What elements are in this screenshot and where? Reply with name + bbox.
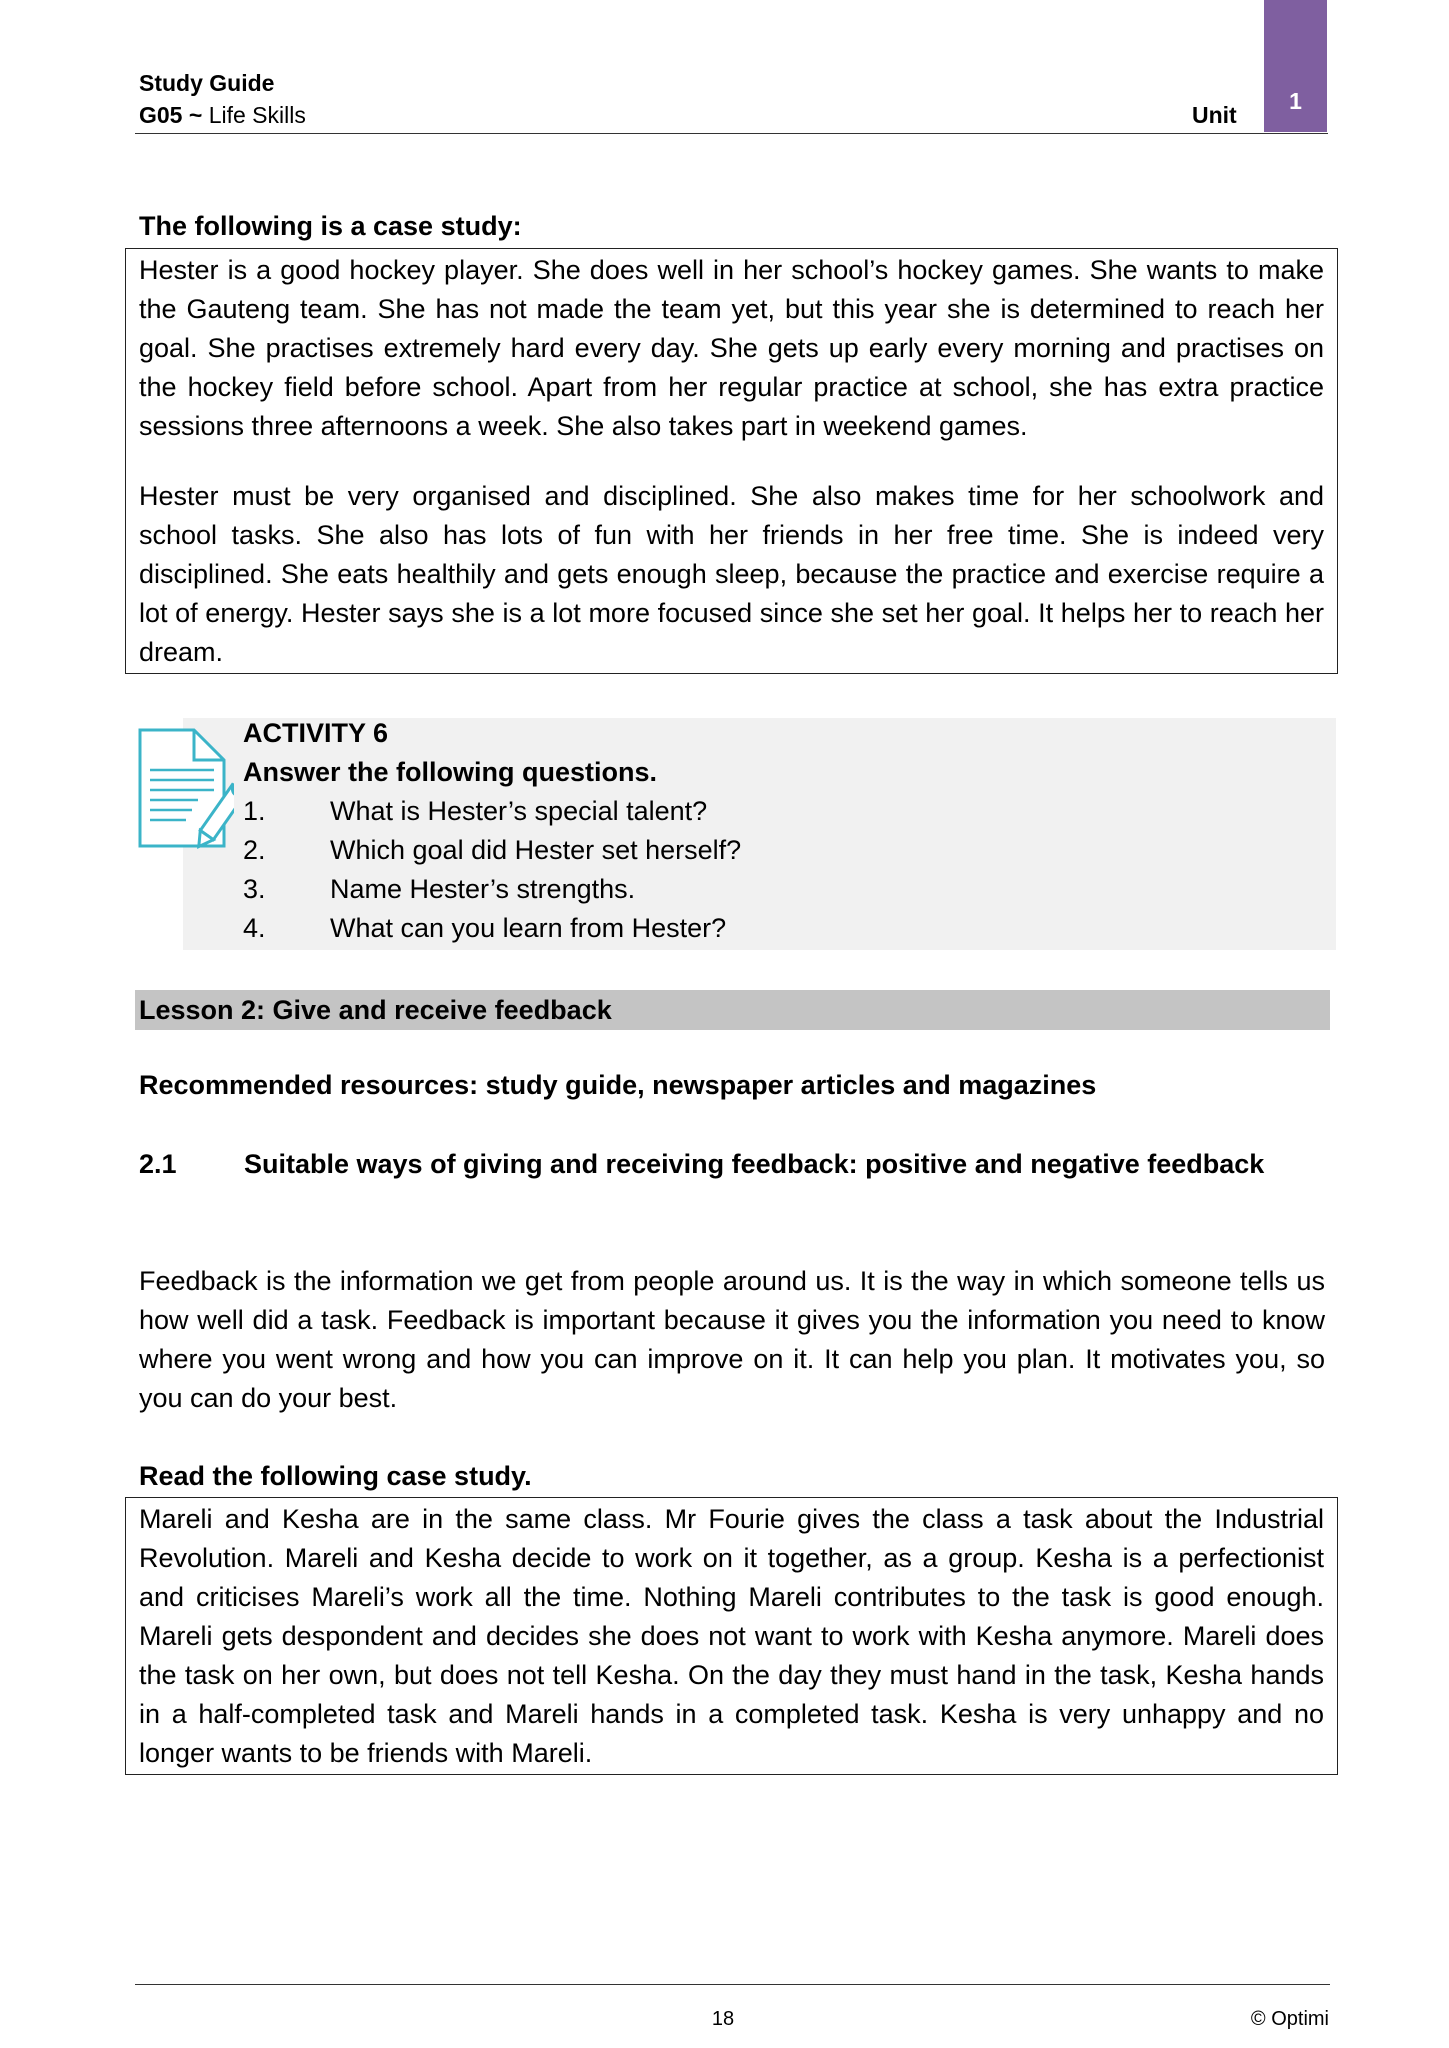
question-text: What is Hester’s special talent? [330,796,708,826]
grade-code: G05 ~ [139,102,203,128]
case-study-box [125,248,1338,674]
question-item [243,831,1323,870]
question-number: 4. [243,913,266,943]
case-study-2-text: Mareli and Kesha are in the same class. Mr Fourie gives the class a task about the Industrial Revolution. Mareli and Kesha decide to work on it together, as a group. Kesha is a perfectionist and criticises Mareli’s work all the time. Nothing Mareli contributes to the task is good enough. Mareli gets despondent and decides she does not want to work with Kesha anymore. Mareli does the task on her own, but does not tell Kesha. On the day they must hand in the task, Kesha hands in a half-completed task and Mareli hands in a completed task. Kesha is very unhappy and no longer wants to be friends with Mareli. [139,1504,1324,1768]
lesson-title: Lesson 2: Give and receive feedback [139,995,612,1025]
case-study-paragraph: Hester is a good hockey player. She does well in her school’s hockey games. She wants to make the Gauteng team. She has not made the team yet, but this year she is determined to reach her goal. She practises extremely hard every day. She gets up early every morning and practises on the hockey field before school. Apart from her regular practice at school, she has extra practice sessions three afternoons a week. She also takes part in weekend games. [139,255,1324,441]
worksheet-pencil-icon [136,726,234,854]
question-number: 1. [243,796,266,826]
header-divider [135,133,1328,134]
course-line [139,102,306,129]
case-study-paragraph: Hester must be very organised and disciplined. She also makes time for her schoolwork and school tasks. She also has lots of fun with her friends in her free time. She is indeed very disciplined. She eats healthily and gets enough sleep, because the practice and exercise require a lot of energy. Hester says she is a lot more focused since she set her goal. It helps her to reach her dream. [139,481,1324,667]
page-number: 18 [711,2008,735,2030]
question-item [243,909,1323,948]
activity-content [243,714,1323,948]
question-item [243,792,1323,831]
unit-number-tab [1264,0,1327,132]
unit-number: 1 [1289,88,1302,114]
subject-name: Life Skills [208,102,306,128]
activity-title: ACTIVITY 6 [243,718,389,748]
question-number: 3. [243,874,266,904]
case-study-2-heading: Read the following case study. [139,1461,532,1491]
guide-title: Study Guide [139,70,275,96]
copyright: © Optimi [1250,2008,1329,2030]
case-study-heading: The following is a case study: [139,211,522,241]
footer-divider [135,1984,1330,1985]
question-item [243,870,1323,909]
question-number: 2. [243,835,266,865]
question-text: Which goal did Hester set herself? [330,835,742,865]
question-text: What can you learn from Hester? [330,913,727,943]
recommended-resources: Recommended resources: study guide, newspaper articles and magazines [139,1070,1097,1100]
case-study-2-box [125,1497,1338,1775]
section-number: 2.1 [139,1149,177,1179]
question-text: Name Hester’s strengths. [330,874,636,904]
question-list [243,792,1323,948]
activity-instruction: Answer the following questions. [243,757,658,787]
section-body: Feedback is the information we get from people around us. It is the way in which someone tells us how well did a task. Feedback is important because it gives you the information you need to know where you went wrong and how you can improve on it. It can help you plan. It motivates you, so you can do your best. [139,1266,1325,1413]
unit-label: Unit [1192,102,1237,128]
section-title: Suitable ways of giving and receiving feedback: positive and negative feedback [244,1149,1265,1179]
